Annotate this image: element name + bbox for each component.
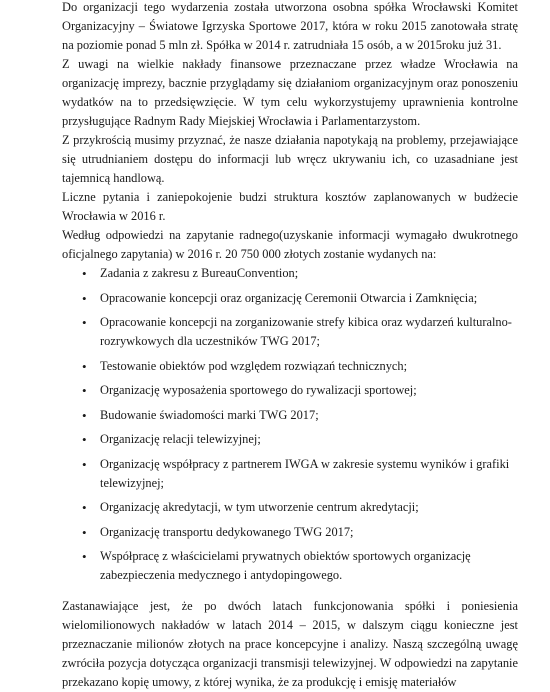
list-item: • Budowanie świadomości marki TWG 2017; xyxy=(62,406,518,425)
paragraph-odpowiedz: Według odpowiedzi na zapytanie radnego(uzyskanie informacji wymagało dwukrotnego oficjalnego zapytania) w 2016 r. 20 750 000 złotych zostanie wydanych na: xyxy=(62,228,518,261)
paragraph-zastanawiajace: Zastanawiające jest, że po dwóch latach funkcjonowania spółki i poniesienia wielomilionowych nakładów w latach 2014 – 2015, w dalszym ciągu konieczne jest przeznaczanie milionów złotych na prace koncepcyjne i analizy. Naszą szczególną uwagę zwróciła pozycja dotycząca organizacji transmisji telewizyjnej. W odpowiedzi na zapytanie przekazano kopię umowy, z której wynika, że za produkcję i emisję materiałów xyxy=(62,599,518,689)
paragraph-naklady: Z uwagi na wielkie nakłady finansowe przeznaczane przez władze Wrocławia na organizację imprezy, bacznie przyglądamy się działaniom organizacyjnym oraz ponoszeniu wydatków na to przedsięwzięcie. W tym celu wykorzystujemy uprawnienia kontrolne przysługujące Radnym Rady Miejskiej Wrocławia i Parlamentarzystom. xyxy=(62,57,518,128)
list-item: • Zadania z zakresu z BureauConvention; xyxy=(62,264,518,283)
list-item: • Testowanie obiektów pod względem rozwiązań technicznych; xyxy=(62,357,518,376)
paragraph-spolka: Do organizacji tego wydarzenia została utworzona osobna spółka Wrocławski Komitet Organizacyjny – Światowe Igrzyska Sportowe 2017, która w roku 2015 zanotowała stratę na poziomie ponad 5 mln zł. Spółka w 2014 r. zatrudniała 15 osób, a w 2015roku już 31. xyxy=(62,0,518,52)
list-item: • Organizację akredytacji, w tym utworzenie centrum akredytacji; xyxy=(62,498,518,517)
list-item: • Organizację wyposażenia sportowego do rywalizacji sportowej; xyxy=(62,381,518,400)
list-item: • Współpracę z właścicielami prywatnych obiektów sportowych organizację zabezpieczenia medycznego i antydopingowego. xyxy=(62,547,518,585)
paragraph-problemy: Z przykrością musimy przyznać, że nasze działania napotykają na problemy, przejawiające się utrudnianiem dostępu do informacji lub wręcz ukrywaniu ich, co uzasadniane jest tajemnicą handlową. xyxy=(62,133,518,185)
paragraph-budzet: Liczne pytania i zaniepokojenie budzi struktura kosztów zaplanowanych w budżecie Wrocławia w 2016 r. xyxy=(62,190,518,223)
list-item: • Organizację współpracy z partnerem IWGA w zakresie systemu wyników i grafiki telewizyjnej; xyxy=(62,455,518,493)
list-item: • Organizację transportu dedykowanego TWG 2017; xyxy=(62,523,518,542)
list-item: • Organizację relacji telewizyjnej; xyxy=(62,430,518,449)
document-page xyxy=(62,0,518,692)
expense-list xyxy=(62,264,518,585)
list-item: • Opracowanie koncepcji oraz organizację Ceremonii Otwarcia i Zamknięcia; xyxy=(62,289,518,308)
list-item: • Opracowanie koncepcji na zorganizowanie strefy kibica oraz wydarzeń kulturalno-rozrywkowych dla uczestników TWG 2017; xyxy=(62,313,518,351)
